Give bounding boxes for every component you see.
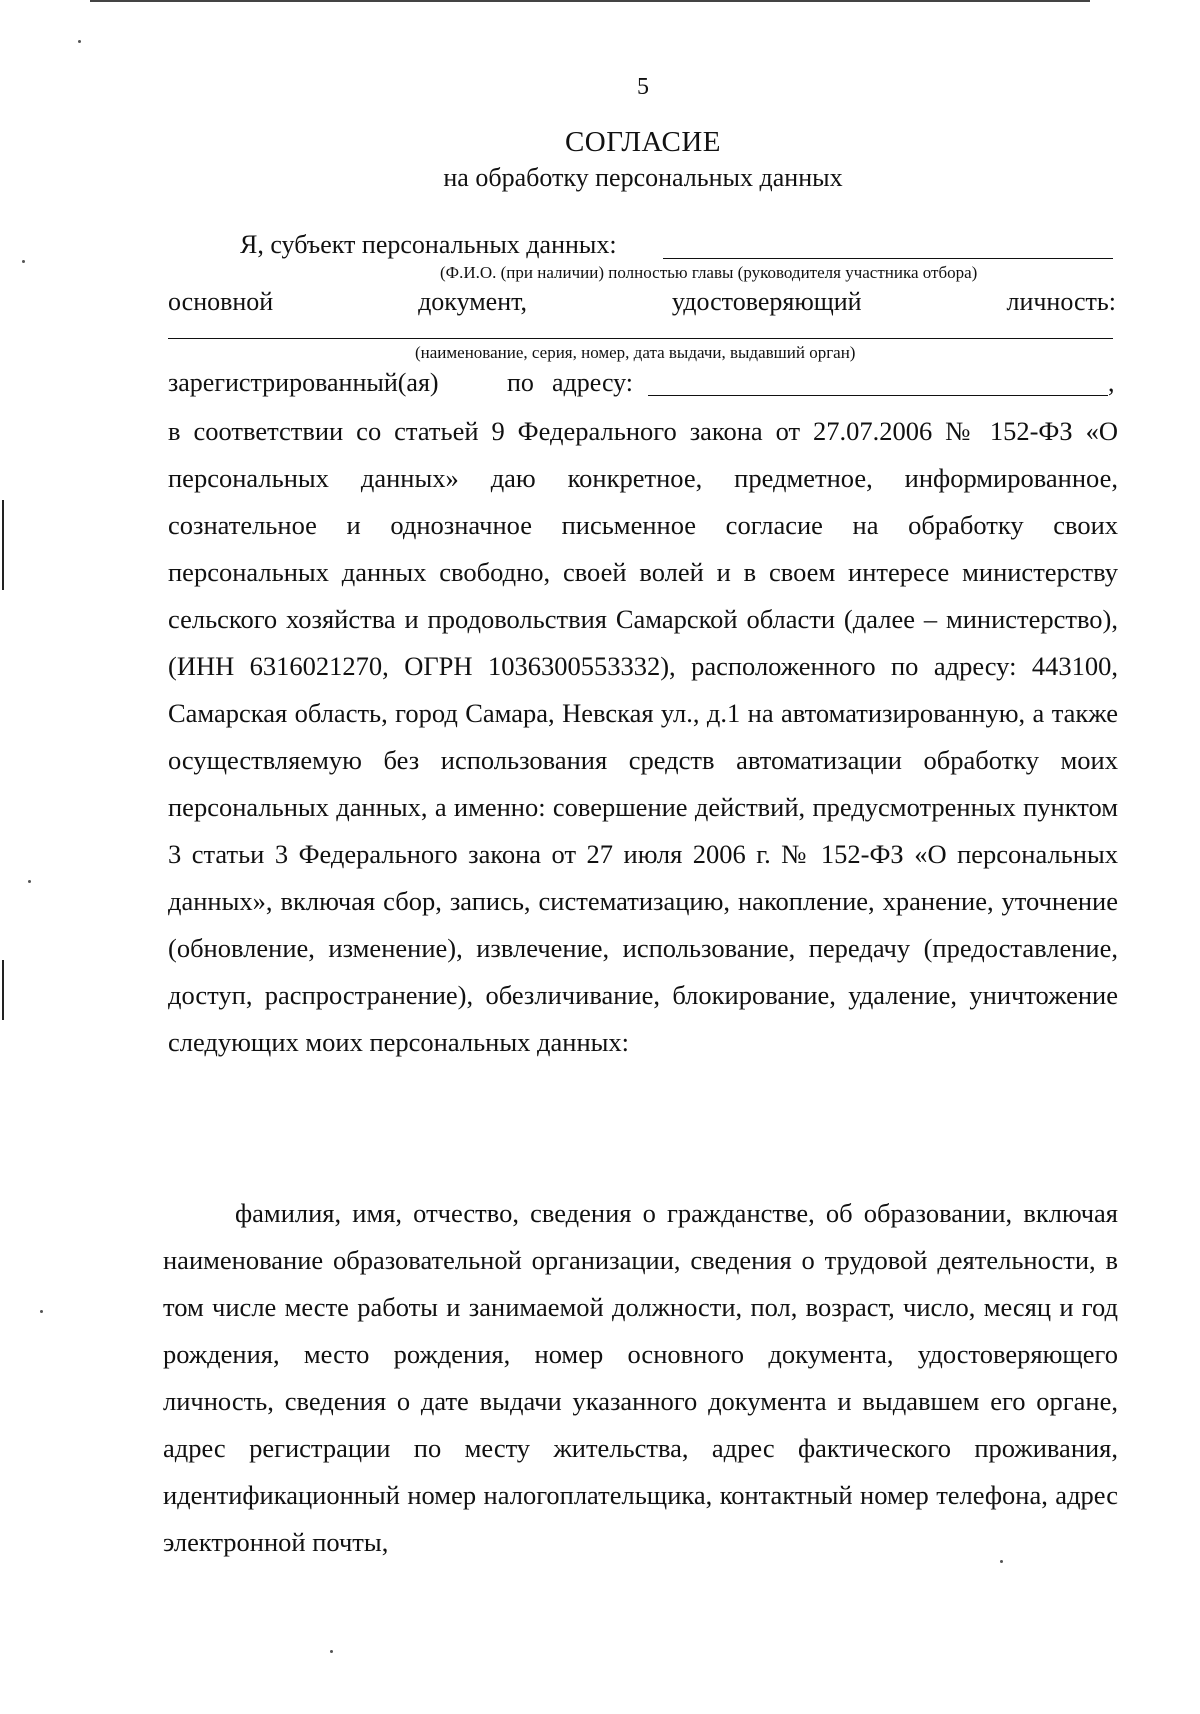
scan-speck [28,880,31,883]
document-label-word: документ, [418,287,528,316]
address-label-word: зарегистрированный(ая) [168,368,439,397]
document-subtitle: на обработку персональных данных [443,163,843,192]
scan-speck [78,40,81,43]
address-trailing-comma: , [1108,368,1115,397]
scan-top-edge [90,0,1090,2]
page-number: 5 [637,74,649,100]
document-label-row [168,287,1116,317]
document-label-word: личность: [1006,287,1116,316]
scan-margin-mark [2,960,4,1020]
subject-name-field[interactable] [663,258,1113,259]
document-details-field[interactable] [168,338,1113,339]
subject-label: Я, субъект персональных данных: [240,230,617,259]
document-label-word: удостоверяющий [671,287,862,316]
document-title: СОГЛАСИЕ [564,126,722,158]
address-label-word: по [507,368,534,397]
scan-speck [22,260,25,263]
scan-speck [330,1650,333,1653]
address-field[interactable] [648,395,1108,396]
subject-field-caption: (Ф.И.О. (при наличии) полностью главы (руководителя участника отбора) [440,263,978,282]
consent-paragraph: в соответствии со статьей 9 Федерального закона от 27.07.2006 № 152-ФЗ «О персональных данных» даю конкретное, предметное, информированное, сознательное и однозначное письменное согласие на обработку своих персональных данных свободно, своей волей и в своем интересе министерству сельского хозяйства и продовольствия Самарской области (далее – министерство), (ИНН 6316021270, ОГРН 1036300553332), расположенного по адресу: 443100, Самарская область, город Самара, Невская ул., д.1 на автоматизированную, а также осуществляемую без использования средств автоматизации обработку моих персональных данных, а именно: совершение действий, предусмотренных пунктом 3 статьи 3 Федерального закона от 27 июля 2006 г. № 152-ФЗ «О персональных данных», включая сбор, запись, систематизацию, накопление, хранение, уточнение (обновление, изменение), извлечение, использование, передачу (предоставление, доступ, распространение), обезличивание, блокирование, удаление, уничтожение следующих моих персональных данных: [168,416,1118,1057]
scan-margin-mark [2,500,4,590]
personal-data-list-paragraph: фамилия, имя, отчество, сведения о гражданстве, об образовании, включая наименование образовательной организации, сведения о трудовой деятельности, в том числе месте работы и занимаемой должности, пол, возраст, число, месяц и год рождения, место рождения, номер основного документа, удостоверяющего личность, сведения о дате выдачи указанного документа и выдавшем его органе, адрес регистрации по месту жительства, адрес фактического проживания, идентификационный номер налогоплательщика, контактный номер телефона, адрес электронной почты, [163,1198,1118,1557]
document-label-word: основной [168,287,274,316]
document-field-caption: (наименование, серия, номер, дата выдачи, выдавший орган) [415,343,856,362]
address-label-word: адресу: [552,368,634,397]
scan-speck [40,1310,43,1313]
